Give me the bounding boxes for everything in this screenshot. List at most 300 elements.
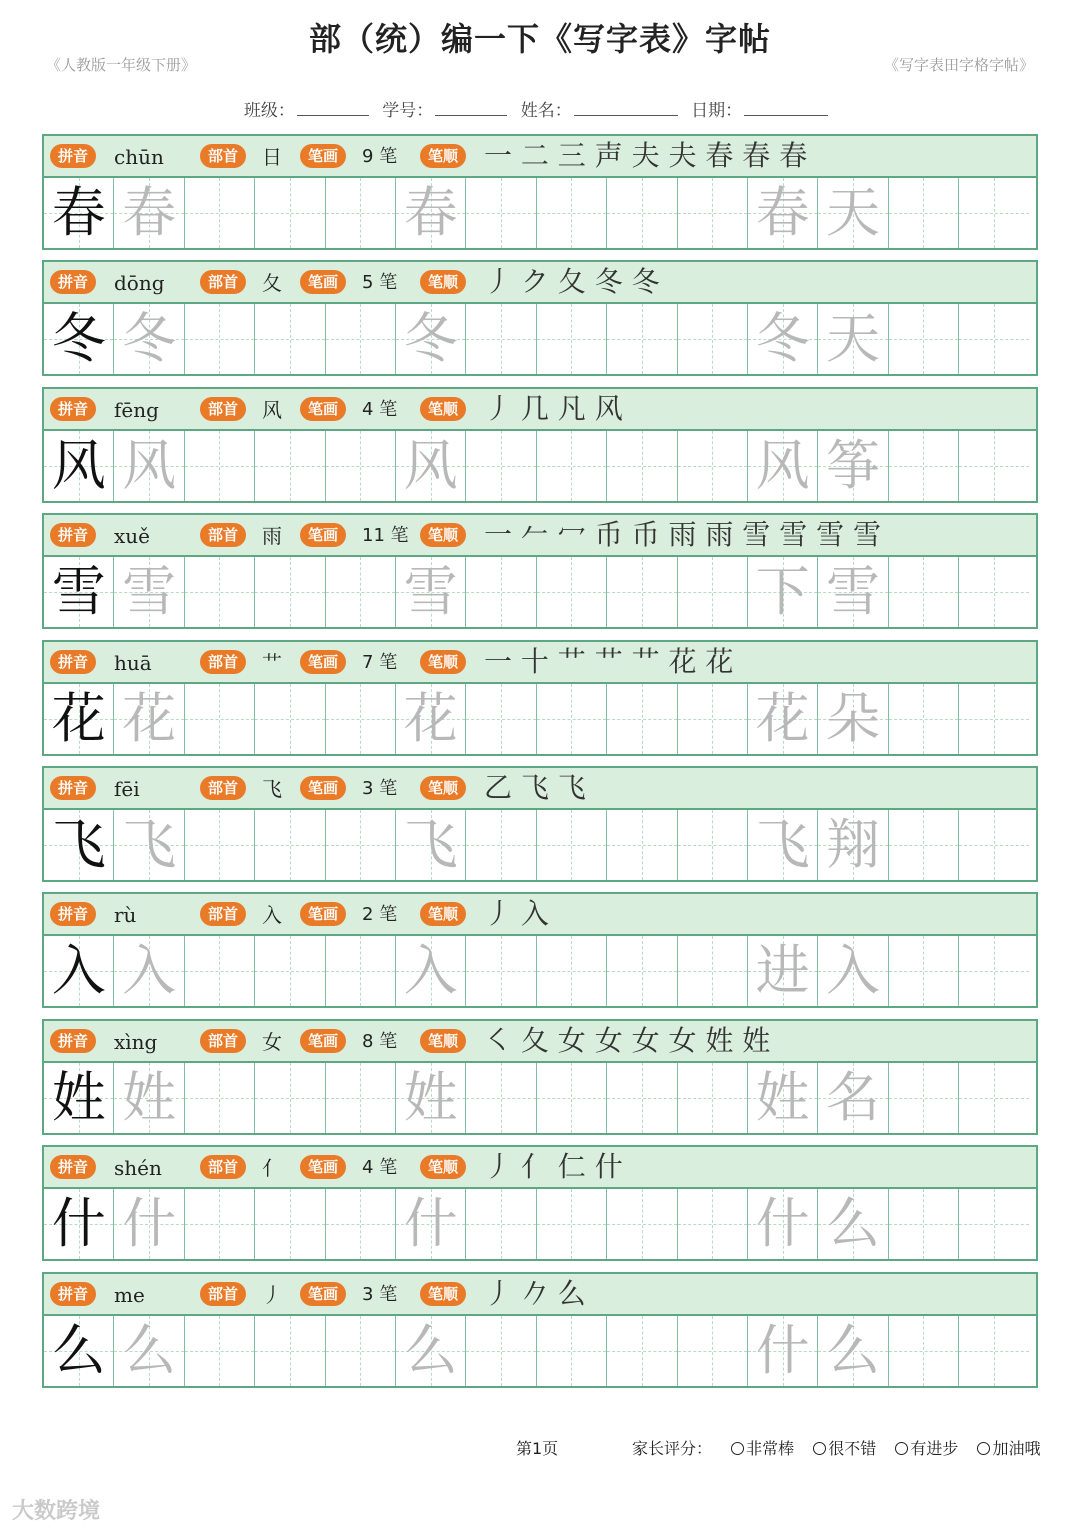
tianzige-cell[interactable] [537,1316,607,1386]
trace-character: 雪 [403,560,458,624]
tianzige-cell[interactable] [466,936,536,1006]
radical-tag: 部首 [200,1155,246,1179]
stroke-unit: 笔 [379,146,398,167]
tianzige-cell[interactable] [255,178,325,248]
strokes-tag: 笔画 [300,1029,346,1053]
parent-rating [632,1436,1040,1459]
order-tag: 笔顺 [420,144,466,168]
stroke-order: ㇛ 夂 女 女 女 女 姓 姓 [484,1023,771,1057]
character-row [42,387,1038,503]
model-character: 飞 [51,813,106,876]
character-info-bar [44,894,1036,936]
model-character: 什 [51,1192,106,1256]
tianzige-cell[interactable] [537,178,607,248]
radical-tag: 部首 [200,902,246,926]
stroke-count [362,1282,397,1308]
tianzige-cells [44,1189,1040,1259]
pinyin-tag: 拼音 [50,902,96,926]
strokes-tag: 笔画 [300,523,346,547]
stroke-count [362,776,397,802]
tianzige-cell [748,936,818,1006]
strokes-tag: 笔画 [300,902,346,926]
tianzige-cell [44,304,114,374]
trace-character: 花 [403,686,458,750]
trace-character: 么 [403,1318,458,1382]
tianzige-cell [396,810,466,880]
tianzige-cell[interactable] [607,304,677,374]
trace-character: 入 [122,939,177,1003]
tianzige-cell [818,431,888,501]
radio-circle-icon [977,1442,990,1455]
stroke-unit: 笔 [379,778,398,799]
rating-option-good[interactable] [813,1439,876,1458]
tianzige-cell[interactable] [326,1189,396,1259]
tianzige-cell [44,810,114,880]
tianzige-cell[interactable] [678,936,748,1006]
model-character: 冬 [51,307,106,371]
tianzige-cell[interactable] [959,684,1029,754]
tianzige-cells [44,178,1040,248]
page-number: 第1页 [516,1439,559,1458]
word-trace-second: 入 [825,939,880,1003]
tianzige-cell[interactable] [185,431,255,501]
tianzige-cell[interactable] [537,936,607,1006]
tianzige-cell[interactable] [678,810,748,880]
date-blank[interactable] [744,99,828,116]
radical-value: 雨 [262,524,282,549]
tianzige-cell [44,178,114,248]
word-trace-first: 什 [755,1192,810,1256]
tianzige-cell [44,557,114,627]
strokes-tag: 笔画 [300,776,346,800]
trace-character: 么 [122,1318,177,1382]
stroke-unit: 笔 [379,272,398,294]
stroke-count-value: 3 [362,1283,374,1305]
trace-character: 入 [403,939,458,1003]
tianzige-cell [396,936,466,1006]
tianzige-cell [396,557,466,627]
tianzige-cell[interactable] [466,684,536,754]
tianzige-cell[interactable] [326,1316,396,1386]
tianzige-cell [396,431,466,501]
tianzige-cell [44,431,114,501]
tianzige-cell [748,178,818,248]
rating-option-progress[interactable] [895,1439,958,1458]
character-info-bar [44,1147,1036,1189]
word-trace-first: 冬 [755,307,810,371]
tianzige-cell [818,178,888,248]
tianzige-cell[interactable] [255,1316,325,1386]
tianzige-cell [748,1063,818,1133]
tianzige-cell[interactable] [466,304,536,374]
tianzige-cell[interactable] [185,684,255,754]
tianzige-cell[interactable] [537,431,607,501]
radio-circle-icon [813,1442,826,1455]
order-tag: 笔顺 [420,1155,466,1179]
stroke-count [362,902,397,928]
tianzige-cell[interactable] [678,1063,748,1133]
tianzige-cell[interactable] [466,557,536,627]
pinyin-value: shén [114,1156,162,1181]
character-row [42,1272,1038,1388]
tianzige-cell[interactable] [889,1316,959,1386]
word-trace-second: 翔 [825,813,880,876]
stroke-count-value: 8 [362,1030,374,1052]
character-info-bar [44,642,1036,684]
stroke-count [362,397,397,423]
word-trace-first: 进 [755,939,810,1003]
radical-tag: 部首 [200,270,246,294]
tianzige-cell[interactable] [255,557,325,627]
tianzige-cell [818,557,888,627]
tianzige-cell[interactable] [185,810,255,880]
tianzige-cell [396,304,466,374]
trace-character: 风 [403,433,458,497]
tianzige-cell[interactable] [466,1316,536,1386]
stroke-order: 一 二 三 声 夫 夫 春 春 春 [484,139,808,172]
tianzige-cell[interactable] [678,557,748,627]
rating-option-label: 很不错 [828,1439,877,1458]
tianzige-cell[interactable] [466,810,536,880]
tianzige-cell[interactable] [959,431,1029,501]
tianzige-cell[interactable] [959,1063,1029,1133]
tianzige-cell[interactable] [959,178,1029,248]
stroke-unit: 笔 [379,398,398,420]
stroke-count [362,144,397,170]
tianzige-cells [44,304,1040,374]
tianzige-cells [44,557,1040,627]
rating-option-label: 加油哦 [992,1439,1041,1458]
stroke-unit: 笔 [379,904,398,926]
tianzige-cell [114,1316,184,1386]
tianzige-cell[interactable] [959,936,1029,1006]
word-trace-second: 筝 [825,433,880,497]
tianzige-cell[interactable] [326,936,396,1006]
tianzige-cell[interactable] [678,304,748,374]
radical-value: 艹 [262,650,282,675]
word-trace-first: 春 [755,181,810,244]
tianzige-cell [44,1063,114,1133]
tianzige-cell[interactable] [889,178,959,248]
tianzige-cell [44,684,114,754]
stroke-count [362,523,409,549]
character-row [42,640,1038,756]
trace-character: 风 [122,433,177,497]
tianzige-cell[interactable] [537,684,607,754]
tianzige-cell [396,178,466,248]
tianzige-cell[interactable] [255,1189,325,1259]
tianzige-cell[interactable] [185,936,255,1006]
tianzige-cell[interactable] [326,1063,396,1133]
tianzige-cell[interactable] [185,557,255,627]
tianzige-cell[interactable] [607,557,677,627]
pinyin-tag: 拼音 [50,650,96,674]
tianzige-cell [748,557,818,627]
tianzige-cell[interactable] [889,431,959,501]
tianzige-cell [818,936,888,1006]
tianzige-cell[interactable] [959,1189,1029,1259]
tianzige-cell[interactable] [255,304,325,374]
tianzige-cell[interactable] [889,1189,959,1259]
tianzige-cell[interactable] [466,178,536,248]
tianzige-cell[interactable] [537,1063,607,1133]
character-row [42,892,1038,1008]
stroke-order: 丿 入 [484,897,549,931]
pinyin-tag: 拼音 [50,1155,96,1179]
tianzige-cell[interactable] [185,1063,255,1133]
class-blank[interactable] [297,99,369,116]
tianzige-cell [114,810,184,880]
tianzige-cell [114,431,184,501]
radical-value: 亻 [262,1156,282,1181]
strokes-tag: 笔画 [300,1155,346,1179]
radio-circle-icon [731,1442,744,1455]
tianzige-cell [748,1316,818,1386]
tianzige-cell[interactable] [607,431,677,501]
tianzige-cells [44,1316,1040,1386]
tianzige-cell[interactable] [466,431,536,501]
radical-tag: 部首 [200,397,246,421]
radical-value: 丿 [262,1282,282,1307]
tianzige-cell [748,684,818,754]
tianzige-cell[interactable] [959,304,1029,374]
pinyin-tag: 拼音 [50,523,96,547]
page-title: 部（统）编一下《写字表》字帖 [308,20,771,58]
tianzige-cell[interactable] [185,178,255,248]
tianzige-cell[interactable] [678,178,748,248]
stroke-count [362,650,397,676]
order-tag: 笔顺 [420,902,466,926]
radical-tag: 部首 [200,650,246,674]
word-trace-second: 雪 [825,560,880,624]
tianzige-cell[interactable] [255,936,325,1006]
word-trace-second: 天 [825,181,880,244]
tianzige-cell [114,557,184,627]
word-trace-second: 么 [825,1318,880,1382]
subtitle-right: 《写字表田字格字帖》 [883,56,1034,74]
radical-tag: 部首 [200,1029,246,1053]
model-character: 么 [51,1318,106,1382]
tianzige-cells [44,684,1040,754]
stroke-count-value: 4 [362,1157,374,1179]
order-tag: 笔顺 [420,397,466,421]
tianzige-cell [396,1063,466,1133]
pinyin-value: xìng [114,1029,158,1054]
stroke-count-value: 9 [362,146,374,167]
stroke-count [362,1029,397,1055]
strokes-tag: 笔画 [300,270,346,294]
word-trace-first: 风 [755,433,810,497]
stroke-order: 丿 ク 夂 冬 冬 [484,265,660,299]
tianzige-cell[interactable] [607,810,677,880]
tianzige-cell[interactable] [607,684,677,754]
tianzige-cell[interactable] [466,1063,536,1133]
character-info-bar [44,515,1036,557]
tianzige-cell[interactable] [678,684,748,754]
stroke-count-value: 4 [362,398,374,420]
tianzige-cell[interactable] [255,431,325,501]
order-tag: 笔顺 [420,1282,466,1306]
character-row [42,766,1038,882]
tianzige-cell[interactable] [326,557,396,627]
tianzige-cell[interactable] [185,1316,255,1386]
stroke-count-value: 3 [362,778,374,799]
trace-character: 飞 [403,813,458,876]
order-tag: 笔顺 [420,1029,466,1053]
rating-option-excellent[interactable] [731,1439,794,1458]
tianzige-cell [748,304,818,374]
model-character: 雪 [51,560,106,624]
radio-circle-icon [895,1442,908,1455]
tianzige-cell[interactable] [326,810,396,880]
tianzige-cell[interactable] [537,1189,607,1259]
stroke-count [362,270,397,296]
tianzige-cell [818,1316,888,1386]
tianzige-cell[interactable] [255,1063,325,1133]
tianzige-cell[interactable] [678,1316,748,1386]
tianzige-cell [818,1063,888,1133]
order-tag: 笔顺 [420,776,466,800]
tianzige-cell[interactable] [537,304,607,374]
character-row [42,260,1038,376]
rating-option-keep-going[interactable] [977,1439,1040,1458]
tianzige-cell[interactable] [326,178,396,248]
tianzige-cell[interactable] [959,557,1029,627]
tianzige-cell[interactable] [255,810,325,880]
watermark: 大数跨境 [12,1499,101,1524]
tianzige-cell[interactable] [607,1316,677,1386]
stroke-unit: 笔 [379,1030,398,1052]
trace-character: 冬 [403,307,458,371]
tianzige-cell [396,1189,466,1259]
trace-character: 雪 [122,560,177,624]
tianzige-cell[interactable] [466,1189,536,1259]
tianzige-cell [748,1189,818,1259]
tianzige-cell [396,1316,466,1386]
tianzige-cell[interactable] [185,1189,255,1259]
tianzige-cell[interactable] [959,1316,1029,1386]
tianzige-cells [44,936,1040,1006]
tianzige-cell[interactable] [185,304,255,374]
tianzige-cell [44,1189,114,1259]
radical-tag: 部首 [200,144,246,168]
trace-character: 姓 [403,1065,458,1129]
tianzige-cell[interactable] [889,1063,959,1133]
word-trace-second: 么 [825,1192,880,1256]
tianzige-cell[interactable] [889,936,959,1006]
word-trace-first: 下 [755,560,810,624]
radical-value: 飞 [262,777,282,801]
order-tag: 笔顺 [420,523,466,547]
pinyin-value: xuě [114,524,150,549]
trace-character: 冬 [122,307,177,371]
pinyin-value: chūn [114,145,164,169]
tianzige-cell[interactable] [607,1189,677,1259]
stroke-unit: 笔 [379,1283,398,1305]
word-trace-second: 天 [825,307,880,371]
tianzige-cell[interactable] [537,557,607,627]
word-trace-second: 朵 [825,686,880,750]
pinyin-tag: 拼音 [50,397,96,421]
class-label: 班级： [243,101,295,121]
word-trace-first: 姓 [755,1065,810,1129]
character-info-bar [44,1274,1036,1316]
tianzige-cell [748,810,818,880]
pinyin-value: huā [114,650,152,675]
tianzige-cell[interactable] [889,304,959,374]
tianzige-cell[interactable] [607,1063,677,1133]
rating-option-label: 非常棒 [746,1439,795,1458]
tianzige-cell [818,304,888,374]
stroke-unit: 笔 [379,651,398,673]
name-blank[interactable] [574,99,678,116]
stroke-order: 一 十 艹 艹 艹 花 花 [484,644,734,678]
tianzige-cell[interactable] [959,810,1029,880]
trace-character: 春 [403,181,458,244]
subtitle-left: 《人教版一年级下册》 [46,56,197,74]
tianzige-cell[interactable] [678,1189,748,1259]
tianzige-cell[interactable] [255,684,325,754]
tianzige-cell[interactable] [326,431,396,501]
character-row [42,1019,1038,1135]
tianzige-cell[interactable] [326,304,396,374]
character-info-bar [44,1021,1036,1063]
tianzige-cell[interactable] [607,936,677,1006]
tianzige-cell[interactable] [678,431,748,501]
tianzige-cell[interactable] [607,178,677,248]
model-character: 入 [51,939,106,1003]
model-character: 春 [51,181,106,244]
radical-value: 日 [262,145,282,169]
trace-character: 什 [122,1192,177,1256]
stroke-count-value: 2 [362,904,374,926]
tianzige-cell[interactable] [889,810,959,880]
name-label: 姓名： [520,101,572,121]
stroke-order: 一 𠂉 冖 币 币 雨 雨 雪 雪 雪 雪 [484,518,882,552]
word-trace-first: 什 [755,1318,810,1382]
tianzige-cell [748,431,818,501]
model-character: 风 [51,433,106,497]
pinyin-tag: 拼音 [50,1029,96,1053]
model-character: 花 [51,686,106,750]
stroke-count-value: 11 [362,525,385,547]
pinyin-value: me [114,1282,145,1307]
date-label: 日期： [691,101,743,121]
tianzige-cell[interactable] [889,557,959,627]
tianzige-cell [114,178,184,248]
character-info-bar [44,768,1036,810]
radical-tag: 部首 [200,523,246,547]
trace-character: 花 [122,686,177,750]
radical-value: 入 [262,903,282,928]
stroke-unit: 笔 [390,525,409,547]
character-row [42,513,1038,629]
rating-option-label: 有进步 [910,1439,959,1458]
tianzige-cell[interactable] [326,684,396,754]
tianzige-cell [396,684,466,754]
pinyin-value: dōng [114,271,165,296]
tianzige-cell [44,936,114,1006]
trace-character: 什 [403,1192,458,1256]
radical-value: 女 [262,1029,282,1054]
tianzige-cell [114,684,184,754]
strokes-tag: 笔画 [300,397,346,421]
character-info-bar [44,262,1036,304]
tianzige-cell[interactable] [537,810,607,880]
rating-label: 家长评分： [632,1439,713,1458]
tianzige-cell[interactable] [889,684,959,754]
number-blank[interactable] [435,99,507,116]
